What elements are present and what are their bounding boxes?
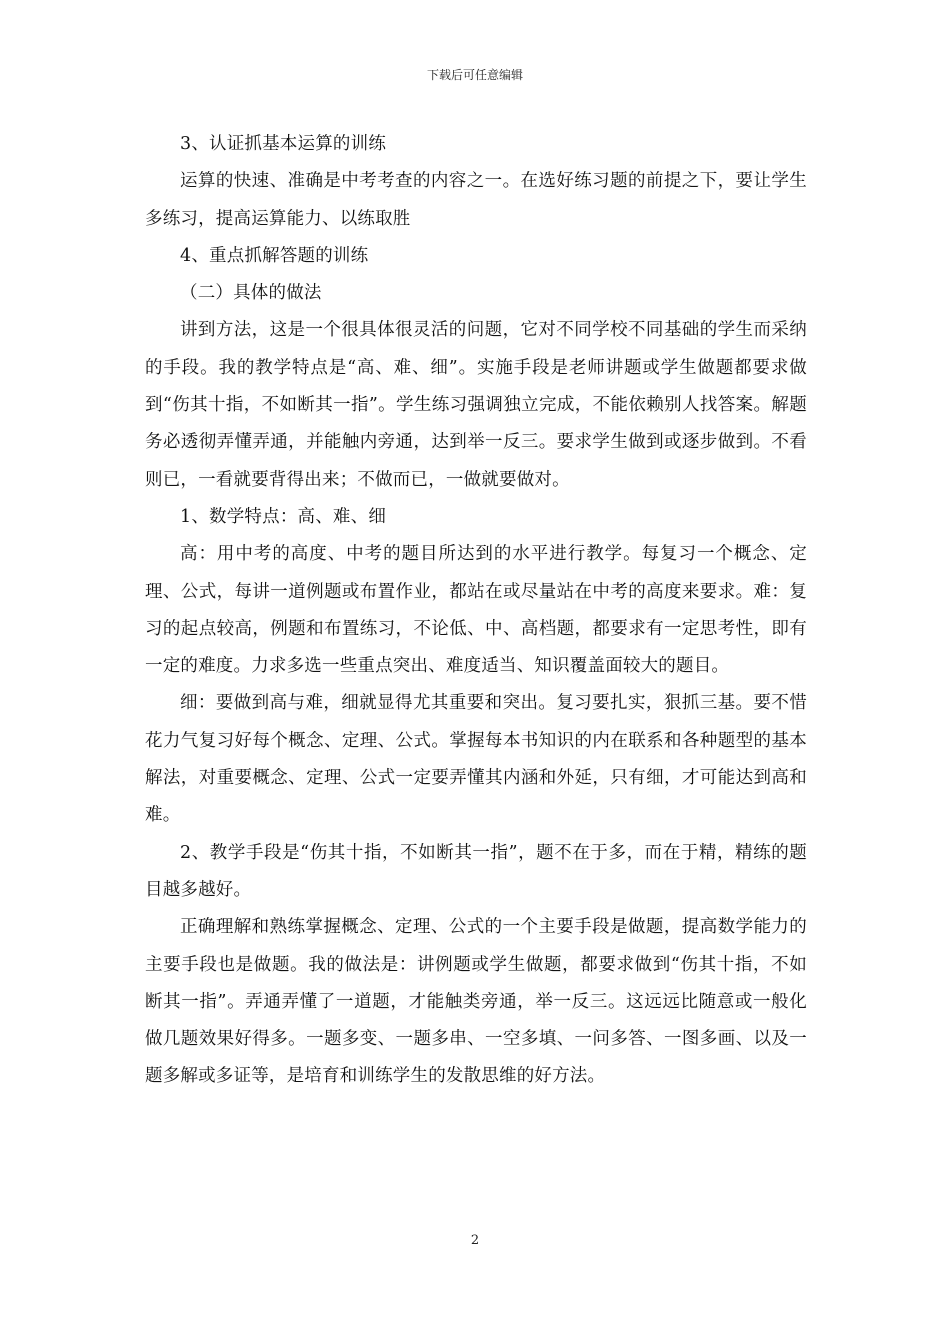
- paragraph-detail: 细：要做到高与难，细就显得尤其重要和突出。复习要扎实，狠抓三基。要不惜花力气复习好每个概念、定理、公式。掌握每本书知识的内在联系和各种题型的基本解法，对重要概念、定理、公式一定要弄懂其内涵和外延，只有细，才可能达到高和难。: [145, 693, 807, 826]
- paragraph-methods: 讲到方法，这是一个很具体很灵活的问题，它对不同学校不同基础的学生而采纳的手段。我的教学特点是“高、难、细”。实施手段是老师讲题或学生做题都要求做到“伤其十指，不如断其一指”。学生练习强调独立完成，不能依赖别人找答案。解题务必透彻弄懂弄通，并能触内旁通，达到举一反三。要求学生做到或逐步做到。不看则已，一看就要背得出来；不做而已，一做就要做对。: [145, 320, 807, 490]
- paragraph-high-difficult: 高：用中考的高度、中考的题目所达到的水平进行教学。每复习一个概念、定理、公式，每讲一道例题或布置作业，都站在或尽量站在中考的高度来要求。难：复习的起点较高，例题和布置练习，不论低、中、高档题，都要求有一定思考性，即有一定的难度。力求多选一些重点突出、难度适当、知识覆盖面较大的题目。: [145, 544, 807, 677]
- document-body: [145, 126, 807, 1096]
- paragraph-item-1-heading: 1、数学特点：高、难、细: [180, 506, 387, 527]
- paragraph-item-2-heading: 2、教学手段是“伤其十指，不如断其一指”，题不在于多，而在于精，精练的题目越多越好。: [145, 842, 807, 900]
- paragraph-computation: 运算的快速、准确是中考考查的内容之一。在选好练习题的前提之下，要让学生多练习，提高运算能力、以练取胜: [145, 171, 807, 229]
- paragraph-practice: 正确理解和熟练掌握概念、定理、公式的一个主要手段是做题，提高数学能力的主要手段也是做题。我的做法是：讲例题或学生做题，都要求做到“伤其十指，不如断其一指”。弄通弄懂了一道题，才能触类旁通，举一反三。这远远比随意或一般化做几题效果好得多。一题多变、一题多串、一空多填、一问多答、一图多画、以及一题多解或多证等，是培育和训练学生的发散思维的好方法。: [145, 917, 807, 1087]
- paragraph-item-3-heading: 3、认证抓基本运算的训练: [180, 134, 387, 154]
- paragraph-item-4-heading: 4、重点抓解答题的训练: [180, 245, 369, 266]
- section-heading-specific-methods: （二）具体的做法: [180, 283, 322, 304]
- page-number: 2: [470, 1233, 480, 1248]
- page-header: 下载后可任意编辑: [426, 68, 523, 82]
